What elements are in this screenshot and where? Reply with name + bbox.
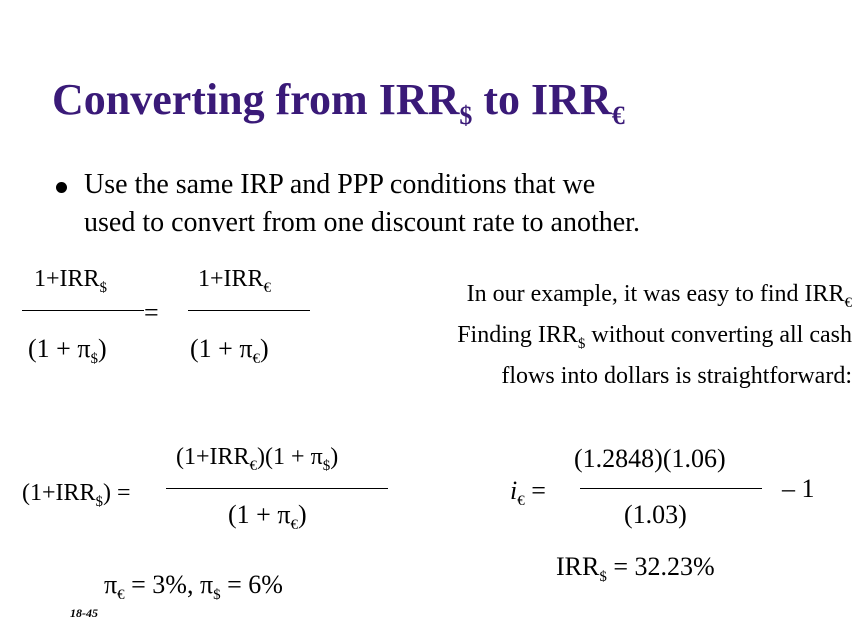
eq1-right-denominator: $(1 + \pi_€)$ [190, 334, 269, 367]
bullet-text [84, 166, 640, 242]
eq1-right-numerator: $1+IRR_€$ [198, 266, 272, 296]
eq1-equals: = [144, 298, 159, 327]
eq2-lhs: $(1+IRR_{\$})$ = [22, 480, 131, 510]
slide-title: Converting from $IRR_{\$}$ to $IRR_€$ [52, 75, 625, 130]
eq1-left-fraction-bar [22, 310, 144, 311]
eq2-fraction-bar [166, 488, 388, 489]
explanation-note [457, 278, 852, 392]
inflation-rates: $\pi_€ = 3\%$, $\pi_{\$} = 6\%$ [104, 570, 283, 603]
eq2-denominator: $(1 + \pi_€)$ [228, 500, 307, 533]
eq3-fraction-bar [580, 488, 762, 489]
eq3-numerator: (1.2848)(1.06) [574, 444, 726, 473]
eq3-minus-one: – 1 [782, 474, 815, 503]
bullet-line-1: Use the same IRP and PPP conditions that we [84, 169, 596, 200]
eq1-left-denominator: $(1 + \pi_{\$})$ [28, 334, 107, 367]
eq3-denominator: (1.03) [624, 500, 687, 529]
note-line-2: Finding $IRR_{\$}$ without converting all cash [457, 322, 852, 352]
note-line-3: flows into dollars is straightforward: [501, 363, 852, 389]
bullet-line-2: used to convert from one discount rate to another. [84, 207, 640, 238]
title-subscript-euro: € [611, 101, 625, 130]
eq1-right-fraction-bar [188, 310, 310, 311]
note-line-1: In our example, it was easy to find $IRR_€$ [466, 281, 852, 311]
eq2-numerator: $(1+IRR_€)(1 + \pi_{\$})$ [176, 444, 339, 474]
eq3-result: $IRR_{\$} = 32.23\%$ [556, 552, 715, 585]
bullet-icon [56, 182, 67, 193]
slide-number: 18-45 [70, 606, 98, 620]
title-subscript-dollar: $ [459, 101, 473, 130]
eq3-lhs: $i_€$ = [510, 476, 546, 509]
eq1-left-numerator: $1+IRR_{\$}$ [34, 266, 108, 296]
